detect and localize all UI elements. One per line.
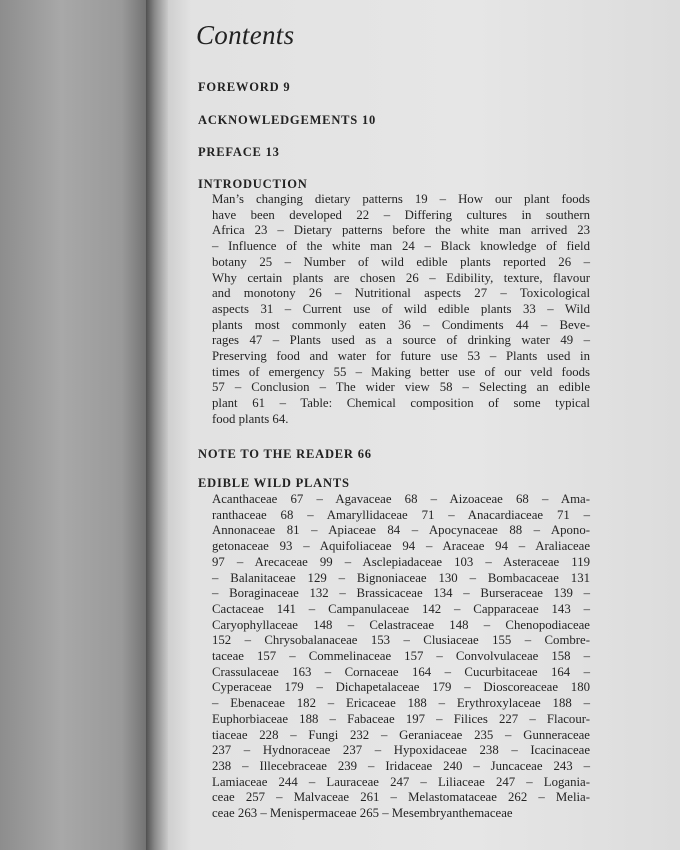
entry-line: Euphorbiaceae 188 – Fabaceae 197 – Filices 227 – Flacour-: [212, 711, 590, 726]
entry-line: taceae 157 – Commelinaceae 157 – Convolvulaceae 158 –: [212, 649, 590, 664]
entry-line: Man’s changing dietary patterns 19 – How our plant foods: [212, 192, 590, 206]
entry-line: have been developed 22 – Differing cultures in southern: [212, 207, 590, 222]
entry-line: Crassulaceae 163 – Cornaceae 164 – Cucurbitaceae 164 –: [212, 664, 590, 679]
heading-introduction: INTRODUCTION: [198, 177, 308, 191]
heading-edible-wild-plants: EDIBLE WILD PLANTS: [198, 476, 350, 490]
entry-line: Annonaceae 81 – Apiaceae 84 – Apocynaceae 88 – Apono-: [212, 523, 590, 538]
entry-line: times of emergency 55 – Making better use of our veld foods: [212, 364, 590, 379]
entry-line: ceae 257 – Malvaceae 261 – Melastomataceae 262 – Melia-: [212, 790, 590, 805]
entry-line: rages 47 – Plants used as a source of drinking water 49 –: [212, 333, 590, 348]
entry-line: – Balanitaceae 129 – Bignoniaceae 130 – Bombacaceae 131: [212, 570, 590, 585]
left-page: [0, 0, 152, 850]
entry-line: ceae 263 – Menispermaceae 265 – Mesembryanthemaceae: [212, 806, 513, 821]
entry-line: 152 – Chrysobalanaceae 153 – Clusiaceae 155 – Combre-: [212, 633, 590, 648]
entry-line: 237 – Hydnoraceae 237 – Hypoxidaceae 238 – Icacinaceae: [212, 743, 590, 758]
entry-line: Why certain plants are chosen 26 – Edibility, texture, flavour: [212, 270, 590, 285]
entry-line: Acanthaceae 67 – Agavaceae 68 – Aizoaceae 68 – Ama-: [212, 492, 590, 506]
entry-line: 97 – Arecaceae 99 – Asclepiadaceae 103 – Asteraceae 119: [212, 554, 590, 569]
entry-line: and monotony 26 – Nutritional aspects 27 – Toxicological: [212, 286, 590, 301]
entry-line: – Influence of the white man 24 – Black knowledge of field: [212, 239, 590, 254]
entry-line: Lamiaceae 244 – Lauraceae 247 – Liliaceae 247 – Logania-: [212, 774, 590, 789]
entry-line: – Boraginaceae 132 – Brassicaceae 134 – Burseraceae 139 –: [212, 586, 590, 601]
entry-line: – Ebenaceae 182 – Ericaceae 188 – Erythroxylaceae 188 –: [212, 696, 590, 711]
entry-line: ranthaceae 68 – Amaryllidaceae 71 – Anacardiaceae 71 –: [212, 507, 590, 522]
page-title: Contents: [196, 20, 295, 50]
entry-line: aspects 31 – Current use of wild edible plants 33 – Wild: [212, 301, 590, 316]
entry-line: tiaceae 228 – Fungi 232 – Geraniaceae 235 – Gunneraceae: [212, 727, 590, 742]
entry-line: 57 – Conclusion – The wider view 58 – Selecting an edible: [212, 380, 590, 395]
heading-note-to-reader: NOTE TO THE READER 66: [198, 447, 372, 461]
entry-line: plants most commonly eaten 36 – Condiments 44 – Beve-: [212, 317, 590, 332]
entry-line: botany 25 – Number of wild edible plants reported 26 –: [212, 254, 590, 269]
heading-acknowledgements: ACKNOWLEDGEMENTS 10: [198, 113, 377, 127]
heading-foreword: FOREWORD 9: [198, 80, 291, 94]
entry-line: 238 – Illecebraceae 239 – Iridaceae 240 – Juncaceae 243 –: [212, 758, 590, 773]
entry-line: getonaceae 93 – Aquifoliaceae 94 – Araceae 94 – Araliaceae: [212, 539, 590, 554]
book-gutter: [146, 0, 168, 850]
entry-line: plant 61 – Table: Chemical composition of some typical: [212, 396, 590, 411]
entry-line: Cyperaceae 179 – Dichapetalaceae 179 – Dioscoreaceae 180: [212, 680, 590, 695]
entry-line: Cactaceae 141 – Campanulaceae 142 – Capparaceae 143 –: [212, 601, 590, 616]
entry-line: Caryophyllaceae 148 – Celastraceae 148 – Chenopodiaceae: [212, 617, 590, 632]
introduction-entries: [212, 192, 590, 428]
heading-preface: PREFACE 13: [198, 145, 280, 159]
edible-plants-entries: [212, 492, 590, 822]
entry-line: Preserving food and water for future use 53 – Plants used in: [212, 349, 590, 364]
entry-line: Africa 23 – Dietary patterns before the white man arrived 23: [212, 223, 590, 238]
contents-page: [160, 0, 680, 850]
entry-line: food plants 64.: [212, 411, 289, 426]
